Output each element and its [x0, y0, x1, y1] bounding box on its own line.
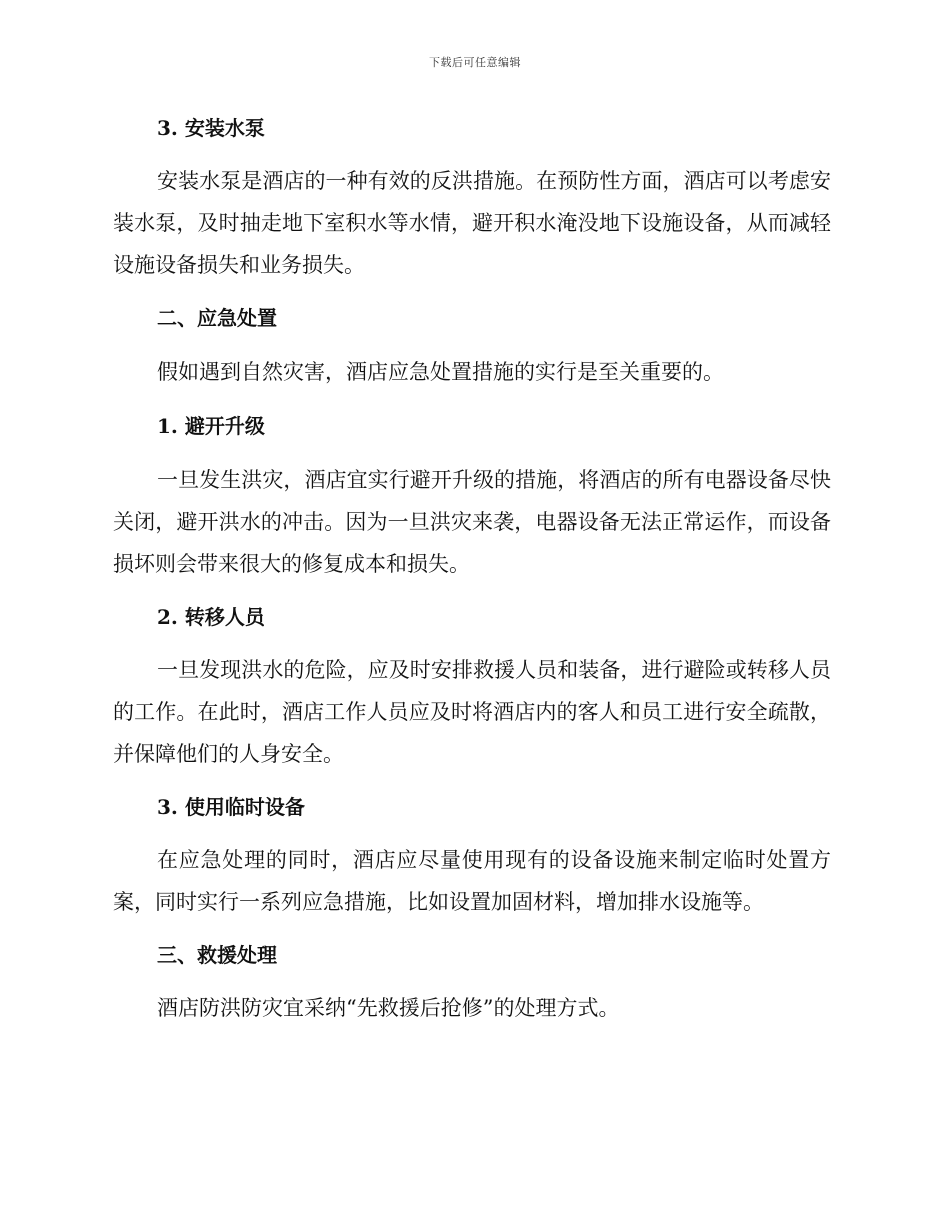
paragraph-rescue: 酒店防洪防灾宜采纳“先救援后抢修”的处理方式。 — [157, 996, 620, 1020]
section-heading-temporary-equipment: 3. 使用临时设备 — [157, 795, 305, 819]
page-header-note: 下载后可任意编辑 — [429, 56, 521, 69]
section-heading-rescue: 三、救援处理 — [157, 943, 277, 967]
section-heading-install-pump: 3. 安装水泵 — [157, 116, 265, 140]
paragraph-transfer-personnel: 一旦发现洪水的危险，应及时安排救援人员和装备，进行避险或转移人员的工作。在此时，酒店工作人员应及时将酒店内的客人和员工进行安全疏散，并保障他们的人身安全。 — [113, 658, 831, 766]
section-heading-emergency: 二、应急处置 — [157, 306, 277, 330]
document-body — [113, 108, 831, 1029]
paragraph-avoid-escalation: 一旦发生洪灾，酒店宜实行避开升级的措施，将酒店的所有电器设备尽快关闭，避开洪水的冲击。因为一旦洪灾来袭，电器设备无法正常运作，而设备损坏则会带来很大的修复成本和损失。 — [113, 468, 831, 576]
section-heading-avoid-escalation: 1. 避开升级 — [157, 414, 265, 438]
paragraph-emergency: 假如遇到自然灾害，酒店应急处置措施的实行是至关重要的。 — [157, 360, 724, 384]
paragraph-install-pump: 安装水泵是酒店的一种有效的反洪措施。在预防性方面，酒店可以考虑安装水泵，及时抽走地下室积水等水情，避开积水淹没地下设施设备，从而减轻设施设备损失和业务损失。 — [113, 169, 831, 277]
section-heading-transfer-personnel: 2. 转移人员 — [157, 605, 265, 629]
paragraph-temporary-equipment: 在应急处理的同时，酒店应尽量使用现有的设备设施来制定临时处置方案，同时实行一系列应急措施，比如设置加固材料，增加排水设施等。 — [113, 848, 831, 914]
